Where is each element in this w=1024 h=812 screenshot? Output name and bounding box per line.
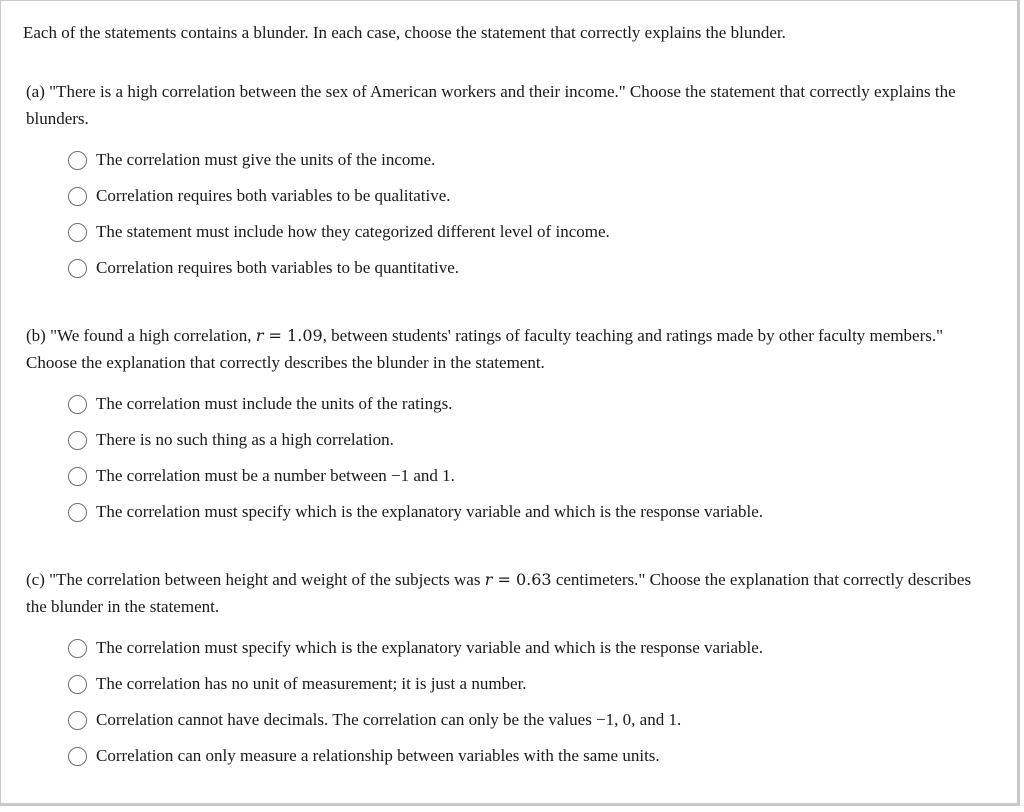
question-a-option-1[interactable] [26, 142, 994, 178]
option-label: The statement must include how they categorized different level of income. [96, 222, 610, 241]
option-label: Correlation requires both variables to be quantitative. [96, 258, 460, 277]
option-label: The correlation must be a number between −1 and 1. [96, 466, 455, 485]
question-c [26, 566, 994, 774]
question-a [26, 78, 994, 286]
question-b-option-1[interactable] [26, 386, 994, 422]
question-c-option-1[interactable] [26, 630, 994, 666]
math-variable: r [484, 570, 493, 589]
question-a-stem: (a) "There is a high correlation between the sex of American workers and their income." Choose the statement that correctly explains the blunders. [26, 82, 956, 128]
math-expression: = 1.09 [263, 326, 323, 345]
math-expression: = 0.63 [492, 570, 552, 589]
radio-button[interactable] [68, 503, 87, 522]
option-label: Correlation requires both variables to be qualitative. [96, 186, 451, 205]
question-c-option-4[interactable] [26, 738, 994, 774]
question-a-option-4[interactable] [26, 250, 994, 286]
question-b [26, 322, 994, 530]
radio-button[interactable] [68, 747, 87, 766]
option-label: There is no such thing as a high correlation. [96, 430, 394, 449]
question-a-option-2[interactable] [26, 178, 994, 214]
option-label: The correlation must include the units of the ratings. [96, 394, 453, 413]
option-label: The correlation has no unit of measurement; it is just a number. [96, 674, 527, 693]
question-b-option-3[interactable] [26, 458, 994, 494]
instructions: Each of the statements contains a blunder. In each case, choose the statement that correctly explains the blunder. [23, 23, 786, 42]
stem-text: , between students' ratings of faculty teaching and ratings made by other faculty members." Choose the explanation that correctly describes the blunder in the statement. [26, 326, 944, 372]
stem-text: centimeters." Choose the explanation that correctly describes the blunder in the statement. [26, 570, 972, 616]
question-b-option-4[interactable] [26, 494, 994, 530]
stem-text: (b) "We found a high correlation, [26, 326, 256, 345]
radio-button[interactable] [68, 431, 87, 450]
option-label: The correlation must specify which is the explanatory variable and which is the response variable. [96, 502, 764, 521]
question-c-stem [26, 566, 994, 620]
radio-button[interactable] [68, 395, 87, 414]
radio-button[interactable] [68, 223, 87, 242]
option-label: The correlation must specify which is the explanatory variable and which is the response variable. [96, 638, 764, 657]
option-label: Correlation can only measure a relationship between variables with the same units. [96, 746, 660, 765]
question-c-options [26, 630, 994, 774]
question-c-option-2[interactable] [26, 666, 994, 702]
question-a-option-3[interactable] [26, 214, 994, 250]
math-variable: r [255, 326, 264, 345]
radio-button[interactable] [68, 639, 87, 658]
radio-button[interactable] [68, 675, 87, 694]
radio-button[interactable] [68, 259, 87, 278]
radio-button[interactable] [68, 711, 87, 730]
question-c-option-3[interactable] [26, 702, 994, 738]
option-label: Correlation cannot have decimals. The correlation can only be the values −1, 0, and 1. [96, 710, 682, 729]
question-a-options [26, 142, 994, 286]
option-label: The correlation must give the units of the income. [96, 150, 436, 169]
radio-button[interactable] [68, 151, 87, 170]
question-b-option-2[interactable] [26, 422, 994, 458]
radio-button[interactable] [68, 187, 87, 206]
question-b-options [26, 386, 994, 530]
stem-text: (c) "The correlation between height and weight of the subjects was [26, 570, 485, 589]
radio-button[interactable] [68, 467, 87, 486]
question-b-stem [26, 322, 994, 376]
